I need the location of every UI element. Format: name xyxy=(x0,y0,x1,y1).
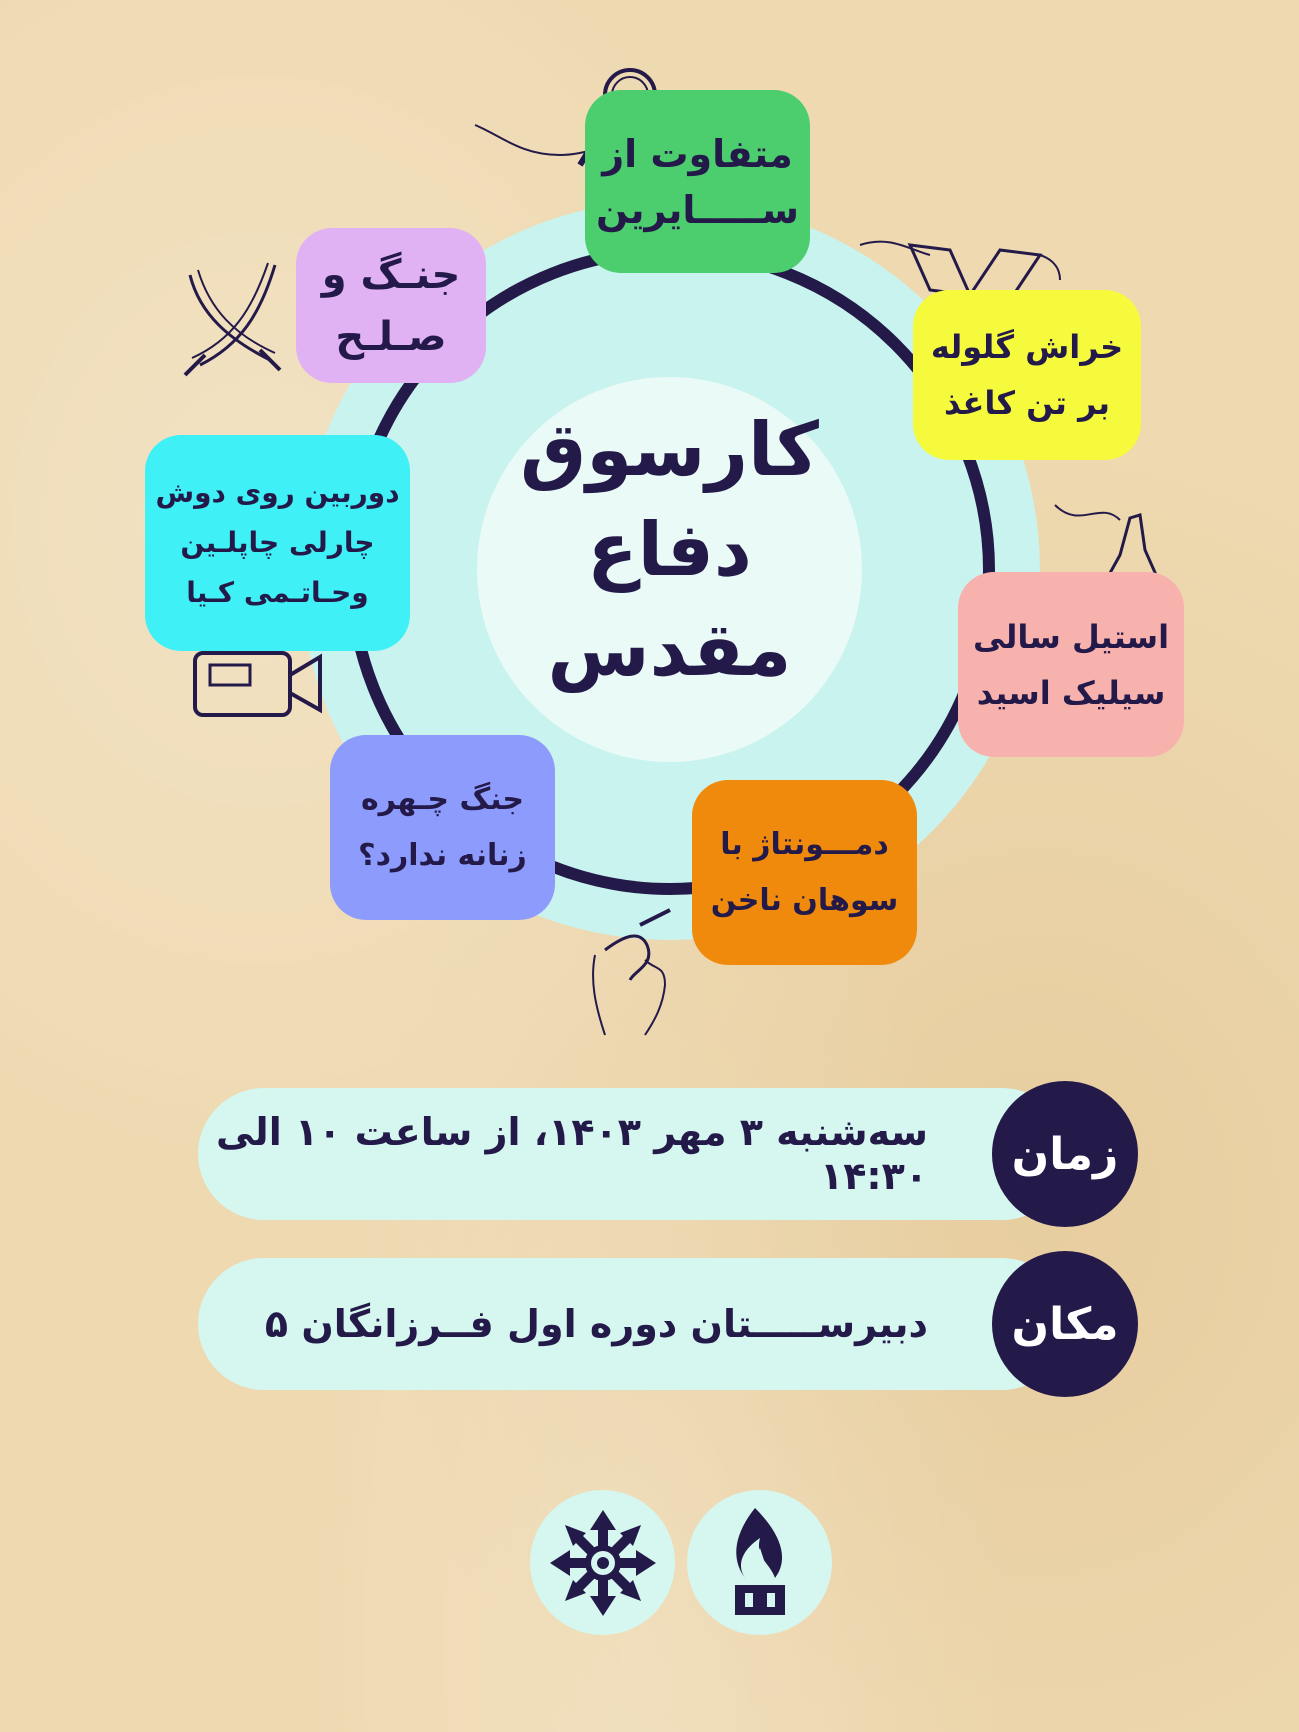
topic-line: دمـــونتاژ با xyxy=(720,826,889,862)
topic-card-womens-face xyxy=(330,735,555,920)
title-line-3: مقدس xyxy=(547,607,792,693)
farzanegan-logo xyxy=(687,1490,832,1635)
topic-card-disassembly xyxy=(692,780,917,965)
topic-line: وحـاتـمی کـیا xyxy=(186,576,369,609)
place-label: مکان xyxy=(1011,1298,1119,1350)
time-value: سه‌شنبه ۳ مهر ۱۴۰۳، از ساعت ۱۰ الی ۱۴:۳۰ xyxy=(215,1110,928,1198)
time-label: زمان xyxy=(1011,1128,1119,1180)
place-pill xyxy=(198,1258,1068,1390)
topic-line: ســـــایرین xyxy=(596,187,799,232)
event-title xyxy=(477,400,862,700)
swords-icon xyxy=(180,255,290,385)
hand-file-icon xyxy=(585,910,695,1040)
topic-line: زنانه ندارد؟ xyxy=(358,837,527,873)
topic-card-different xyxy=(585,90,810,273)
place-value: دبیرســـــتان دوره اول فــرزانگان ۵ xyxy=(264,1302,928,1346)
title-line-1: کارسوق xyxy=(520,407,819,493)
topic-card-bullet-scratch xyxy=(913,290,1141,460)
ministry-emblem-icon xyxy=(548,1508,658,1618)
ministry-emblem-logo xyxy=(530,1490,675,1635)
topic-line: بر تن کاغذ xyxy=(944,384,1110,422)
topic-card-salicylic-acid xyxy=(958,572,1184,757)
place-badge xyxy=(992,1251,1138,1397)
topic-line: صـلـح xyxy=(335,313,447,360)
topic-line: جنـگ و xyxy=(321,251,461,298)
topic-line: خراش گلوله xyxy=(930,328,1124,366)
topic-line: جنگ چـهره xyxy=(360,781,525,817)
time-badge xyxy=(992,1081,1138,1227)
topic-line: دوربین روی دوش xyxy=(155,476,400,509)
topic-card-camera xyxy=(145,435,410,651)
topic-line: چارلی چاپلـین xyxy=(180,526,375,559)
title-line-2: دفاع xyxy=(587,507,752,593)
topic-card-war-peace xyxy=(296,228,486,383)
topic-line: سیلیک اسید xyxy=(976,673,1166,712)
topic-line: متفاوت از xyxy=(602,131,793,176)
topic-line: سوهان ناخن xyxy=(710,882,899,918)
farzanegan-flame-icon xyxy=(715,1503,805,1623)
time-pill xyxy=(198,1088,1068,1220)
topic-line: استیل سالی xyxy=(972,617,1170,656)
